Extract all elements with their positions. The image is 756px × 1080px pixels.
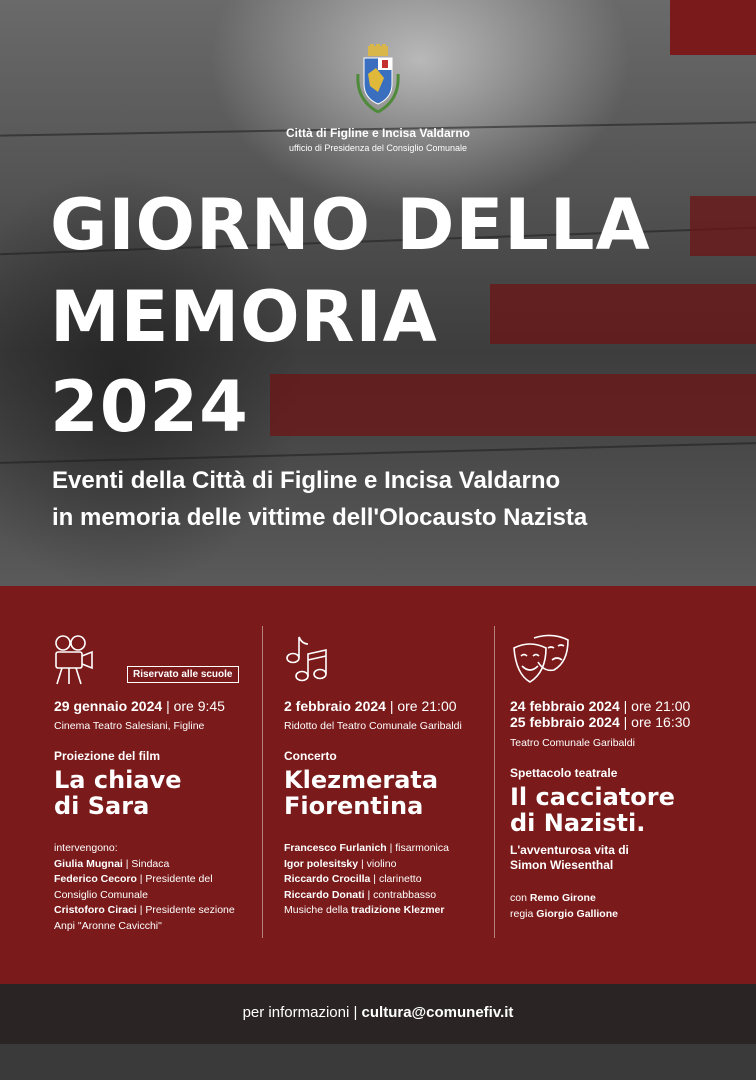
event-type: Spettacolo teatrale (510, 766, 618, 780)
event-date: 29 gennaio 2024 | ore 9:45 (54, 698, 225, 714)
event-title: Klezmerata Fiorentina (284, 766, 439, 821)
footer (0, 984, 756, 1044)
event-venue: Cinema Teatro Salesiani, Figline (54, 720, 205, 732)
event-credits: con Remo Girone regia Giorgio Gallione (510, 892, 618, 920)
event-speakers: intervengono: Giulia Mugnai | Sindaca Federico Cecoro | Presidente del Consiglio Comunale Cristoforo Ciraci | Presidente sezione Anpi "Aronne Cavicchi" (54, 842, 235, 932)
event-date: 2 febbraio 2024 | ore 21:00 (284, 698, 457, 714)
event-card-3 (494, 586, 756, 984)
event-venue: Teatro Comunale Garibaldi (510, 737, 635, 749)
subtitle-line-1: Eventi della Città di Figline e Incisa Valdarno (52, 467, 561, 494)
event-venue: Ridotto del Teatro Comunale Garibaldi (284, 720, 462, 732)
org-subtitle: ufficio di Presidenza del Consiglio Comunale (289, 143, 467, 153)
red-accent-block (490, 284, 756, 344)
event-performers: Francesco Furlanich | fisarmonica Igor polesitsky | violino Riccardo Crocilla | clarinetto Riccardo Donati | contrabbasso Musiche della tradizione Klezmer (284, 842, 449, 916)
contact-email-link[interactable]: cultura@comunefiv.it (361, 1004, 514, 1021)
event-card-1 (0, 586, 262, 984)
event-title: Il cacciatore di Nazisti. (510, 783, 675, 838)
title-line-1: GIORNO DELLA (50, 184, 651, 266)
event-date-1: 24 febbraio 2024 | ore 21:00 (510, 698, 691, 714)
event-card-2 (262, 586, 494, 984)
theater-masks-icon (512, 632, 570, 686)
red-accent-block (690, 196, 756, 256)
red-accent-block (670, 0, 756, 55)
bottom-strip (0, 1044, 756, 1080)
movie-camera-icon (52, 634, 96, 686)
event-date-2: 25 febbraio 2024 | ore 16:30 (510, 714, 691, 730)
music-notes-icon (284, 634, 328, 682)
contact-info: per informazioni | cultura@comunefiv.it (242, 1004, 514, 1021)
red-accent-block (270, 374, 756, 436)
title-line-2: MEMORIA (50, 276, 438, 358)
subtitle-line-2: in memoria delle vittime dell'Olocausto Nazista (52, 504, 588, 531)
event-type: Concerto (284, 749, 337, 763)
event-subtitle: L'avventurosa vita di Simon Wiesenthal (510, 843, 629, 872)
title-line-3: 2024 (50, 366, 249, 448)
events-section (0, 586, 756, 984)
coat-of-arms-icon (354, 44, 402, 116)
org-name: Città di Figline e Incisa Valdarno (285, 126, 471, 140)
event-type: Proiezione del film (54, 749, 161, 763)
school-only-badge: Riservato alle scuole (127, 666, 239, 683)
event-title: La chiave di Sara (54, 766, 182, 821)
